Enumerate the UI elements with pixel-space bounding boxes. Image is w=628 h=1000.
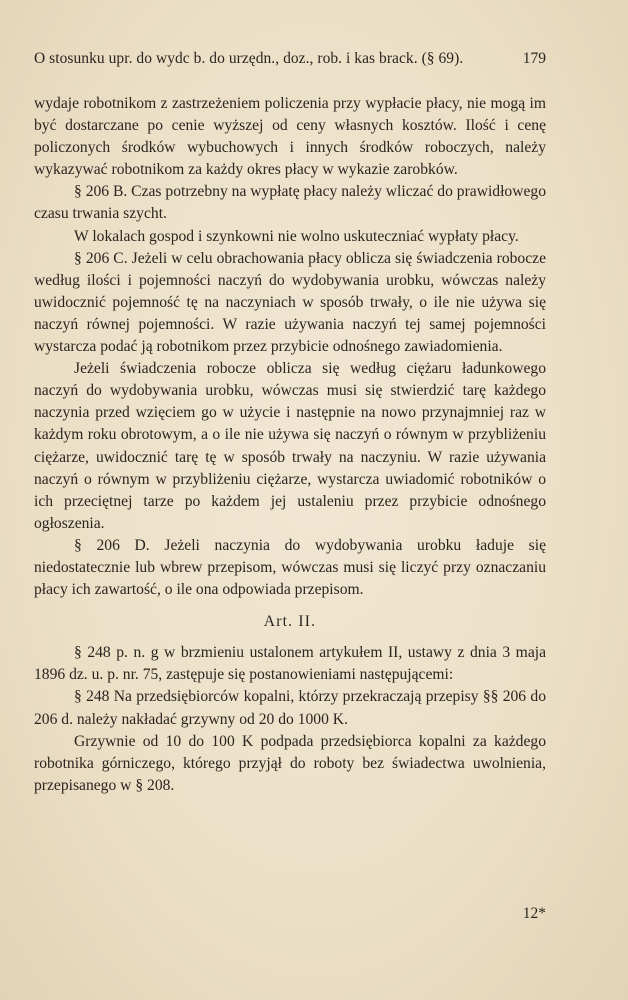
paragraph: § 248 Na przedsiębiorców kopalni, którzy przekraczają przepisy §§ 206 do 206 d. należy nakładać grzywny od 20 do 1000 K. bbox=[34, 688, 546, 728]
paragraph: § 206 C. Jeżeli w celu obrachowania płacy oblicza się świadczenia robocze według ilości i pojemności naczyń do wydobywania urobku, wówczas należy uwidocznić pojemność tę na naczyniach w sposób trwały, o ile nie używa się naczyń równej pojemności. W razie używania naczyń tej samej pojemności wystarcza podać ją robotnikom przez przybicie odnośnego zawiadomienia. bbox=[34, 249, 546, 356]
paragraph: § 206 B. Czas potrzebny na wypłatę płacy należy wliczać do prawidłowego czasu trwania szycht. bbox=[34, 183, 546, 223]
paragraph: wydaje robotnikom z zastrzeżeniem policzenia przy wypłacie płacy, nie mogą im być dostarczane po cenie wyższej od ceny własnych kosztów. Ilość i cenę policzonych środków wybuchowych i innych środków roboczych, należy wykazywać robotnikom za każdy okres płacy w wykazie zarobków. bbox=[34, 95, 546, 179]
paragraph: § 248 p. n. g w brzmieniu ustalonem artykułem II, ustawy z dnia 3 maja 1896 dz. u. p. nr. 75, zastępuje się postanowieniami następującemi: bbox=[34, 644, 546, 684]
paragraph: § 206 D. Jeżeli naczynia do wydobywania urobku ładuje się niedostatecznie lub wbrew przepisom, wówczas musi się liczyć przy oznaczaniu płacy ich zawartość, o ile ona odpowiada przepisom. bbox=[34, 536, 546, 599]
article-heading: Art. II. bbox=[263, 613, 317, 631]
signature-mark: 12* bbox=[522, 905, 546, 922]
paragraph: W lokalach gospod i szynkowni nie wolno uskuteczniać wypłaty płacy. bbox=[74, 227, 519, 245]
header-title: O stosunku upr. do wydc b. do urzędn., doz., rob. i kas brack. (§ 69). bbox=[34, 50, 464, 67]
running-header bbox=[34, 47, 546, 71]
page-body bbox=[34, 93, 546, 797]
paragraph: Jeżeli świadczenia robocze oblicza się według ciężaru ładunkowego naczyń do wydobywania urobku, wówczas musi się stwierdzić tarę każdego naczynia przed wzięciem go w użycie i następnie na nowo przynajmniej raz w każdym roku obrotowym, a o ile nie używa się naczyń o równym w przybliżeniu ciężarze, uwidocznić tarę tę w sposób trwały na naczyniu. W razie używania naczyń o równym w przybliżeniu ciężarze, wystarcza uwiadomić robotników o ich przeciętnej tarze po każdem jej ustaleniu przez przybicie odnośnego ogłoszenia. bbox=[34, 360, 546, 532]
page-number: 179 bbox=[522, 50, 546, 67]
paragraph: Grzywnie od 10 do 100 K podpada przedsiębiorca kopalni za każdego robotnika górniczego, którego przyjął do roboty bez świadectwa uwolnienia, przepisanego w § 208. bbox=[34, 732, 546, 794]
